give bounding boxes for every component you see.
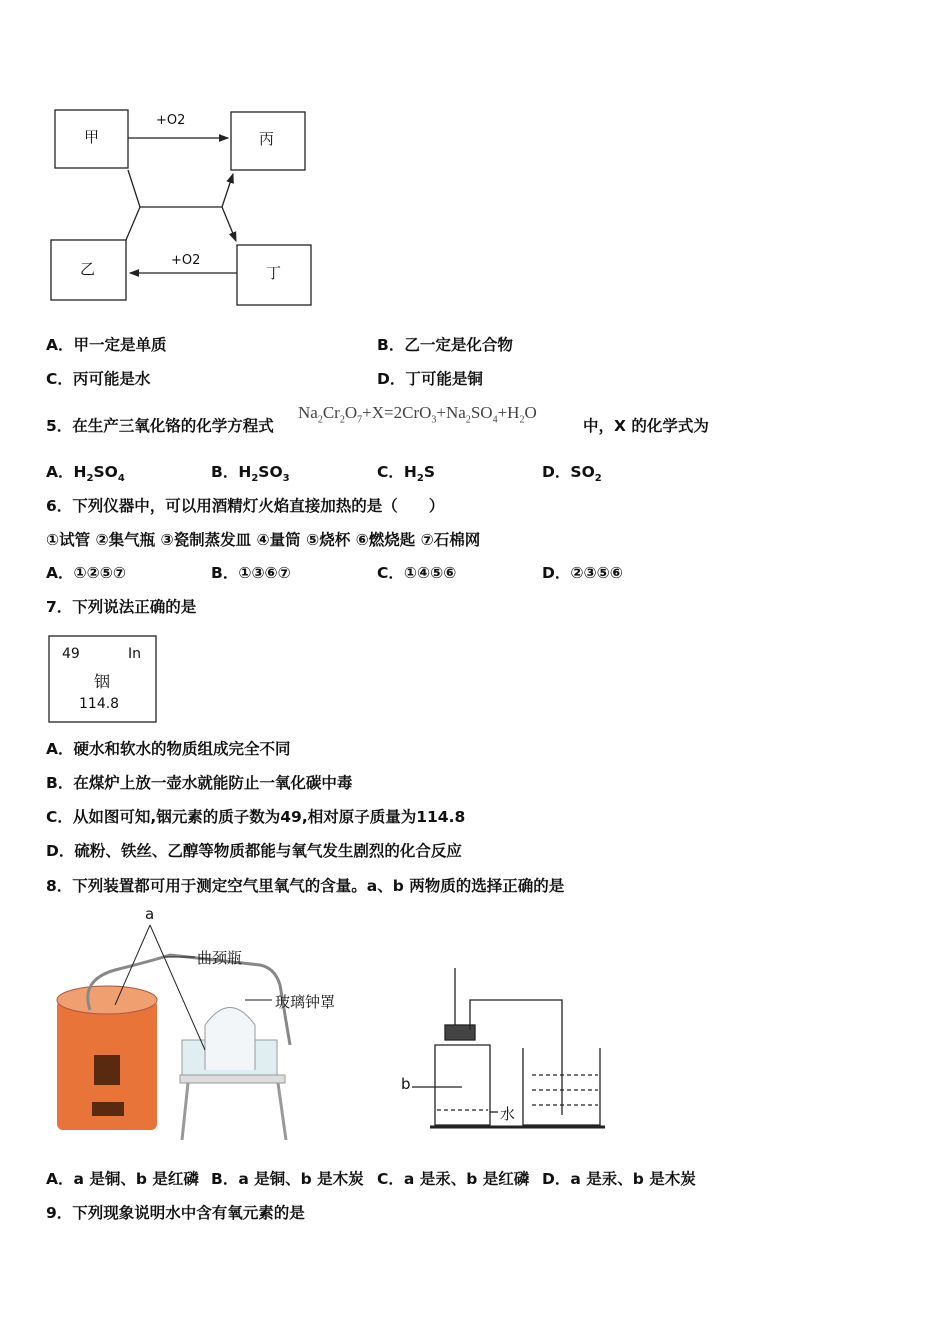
q5-stem-after: 中，X 的化学式为 <box>583 417 709 435</box>
q6-option-a: A．①②⑤⑦ <box>46 564 126 582</box>
q9-stem: 9．下列现象说明水中含有氧元素的是 <box>46 1204 305 1222</box>
q8-option-b: B．a 是铜、b 是木炭 <box>211 1170 364 1188</box>
label-bell-jar: 玻璃钟罩 <box>275 993 336 1011</box>
q4-option-b: B．乙一定是化合物 <box>377 336 513 354</box>
q4-option-a: A．甲一定是单质 <box>46 336 167 354</box>
q6-option-d: D．②③⑤⑥ <box>542 564 623 582</box>
q7-stem: 7．下列说法正确的是 <box>46 598 197 616</box>
q5-equation: $Na_2Cr_2O_7+X=2CrO_3+Na_2SO_4+H_2O$ <box>298 403 537 426</box>
element-name: 铟 <box>94 672 111 691</box>
label-b: b <box>401 1075 411 1093</box>
q7-option-b: B．在煤炉上放一壶水就能防止一氧化碳中毒 <box>46 774 353 792</box>
box-ding-label: 丁 <box>266 264 282 282</box>
q6-stem: 6．下列仪器中，可以用酒精灯火焰直接加热的是（ ） <box>46 497 445 515</box>
element-symbol: In <box>128 646 142 662</box>
element-mass: 114.8 <box>79 696 120 712</box>
box-yi-label: 乙 <box>80 260 96 278</box>
q6-items: ①试管 ②集气瓶 ③瓷制蒸发皿 ④量筒 ⑤烧杯 ⑥燃烧匙 ⑦石棉网 <box>46 531 481 549</box>
q8-option-a: A．a 是铜、b 是红磷 <box>46 1170 199 1188</box>
q7-option-a: A．硬水和软水的物质组成完全不同 <box>46 740 291 758</box>
q5-option-d: D．$SO_2$ <box>542 463 602 485</box>
q5-stem: 5．在生产三氧化铬的化学方程式 <box>46 417 274 435</box>
q7-option-c: C．从如图可知,铟元素的质子数为49,相对原子质量为114.8 <box>46 808 466 826</box>
q6-option-c: C．①④⑤⑥ <box>377 564 457 582</box>
box-jia-label: 甲 <box>84 128 100 146</box>
apparatus-left <box>57 925 290 1140</box>
label-water: 水 <box>500 1105 516 1123</box>
arrow-top-label: +O2 <box>156 113 186 128</box>
q7-option-d: D．硫粉、铁丝、乙醇等物质都能与氧气发生剧烈的化合反应 <box>46 842 462 860</box>
arrow-bottom-label: +O2 <box>171 253 201 268</box>
label-a: a <box>145 905 155 923</box>
q6-option-b: B．①③⑥⑦ <box>211 564 291 582</box>
q5-option-c: C．$H_2S$ <box>377 463 436 485</box>
q8-stem: 8．下列装置都可用于测定空气里氧气的含量。a、b 两物质的选择正确的是 <box>46 877 565 895</box>
q4-option-d: D．丁可能是铜 <box>377 370 483 388</box>
q5-option-a: A．$H_2SO_4$ <box>46 463 125 485</box>
q5-option-b: B．$H_2SO_3$ <box>211 463 290 485</box>
q8-option-d: D．a 是汞、b 是木炭 <box>542 1170 696 1188</box>
box-bing-label: 丙 <box>259 130 275 148</box>
q8-option-c: C．a 是汞、b 是红磷 <box>377 1170 530 1188</box>
element-number: 49 <box>62 646 80 662</box>
label-retort: 曲颈瓶 <box>197 949 243 967</box>
q4-option-c: C．丙可能是水 <box>46 370 151 388</box>
